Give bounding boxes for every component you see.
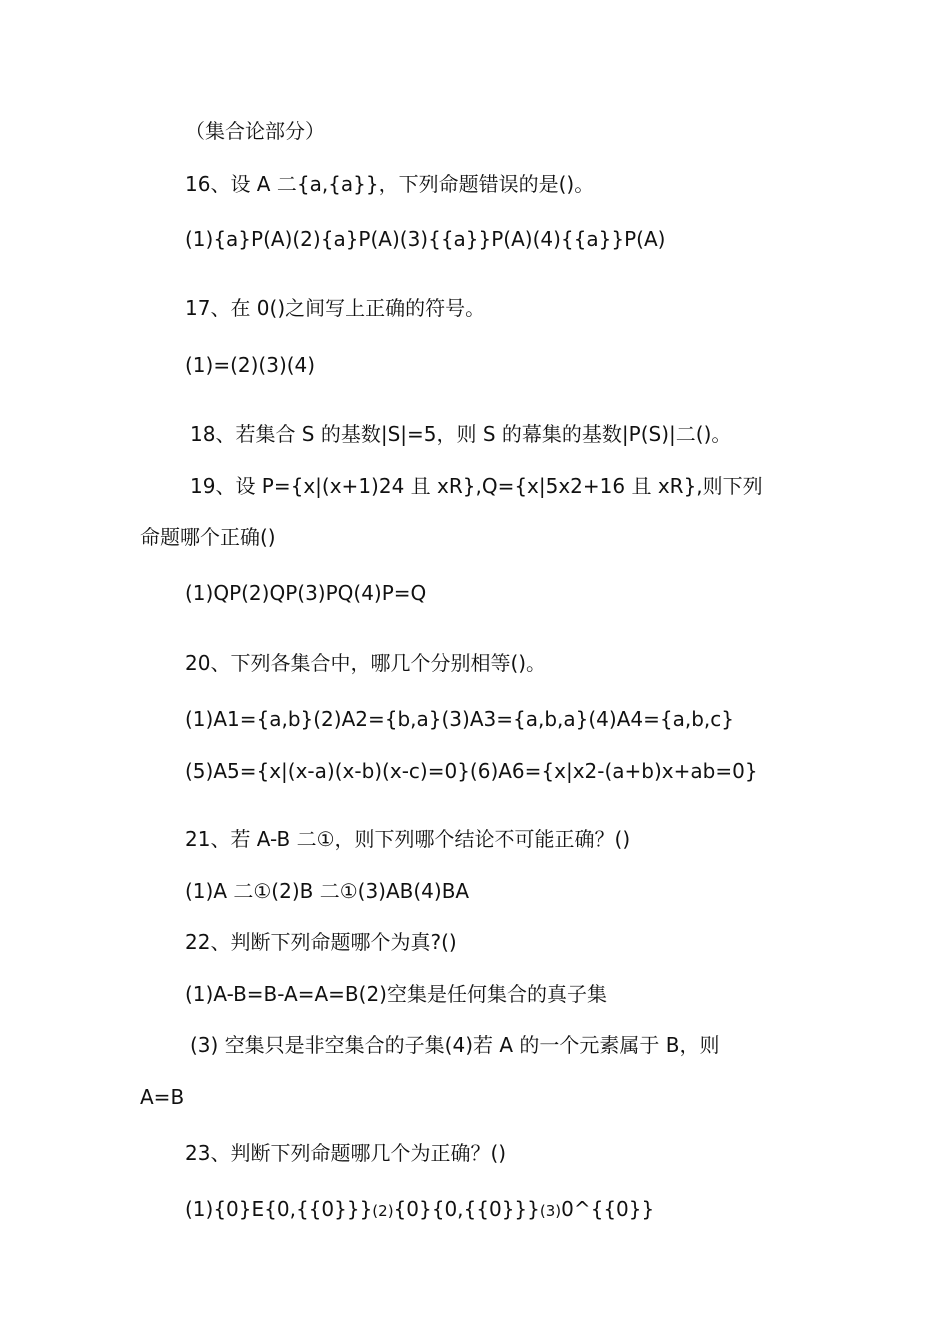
q16-stem: 16、设 A 二{a,{a}}，下列命题错误的是()。 [185, 172, 595, 196]
q23-option-1: (1){0}E{0,{{0}}} [185, 1197, 373, 1221]
q21-stem: 21、若 A-B 二①，则下列哪个结论不可能正确？() [185, 827, 631, 851]
q20-options-line1: (1)A1={a,b}(2)A2={b,a}(3)A3={a,b,a}(4)A4={a,b,c} [185, 707, 734, 731]
q17-stem: 17、在 0()之间写上正确的符号。 [185, 296, 486, 320]
q23-option-3: 0^{{0}} [561, 1197, 655, 1221]
q22-options-line1: (1)A-B=B-A=A=B(2)空集是任何集合的真子集 [185, 982, 607, 1006]
q16-options: (1){a}P(A)(2){a}P(A)(3){{a}}P(A)(4){{a}}P(A) [185, 227, 666, 251]
q21-options: (1)A 二①(2)B 二①(3)AB(4)BA [185, 879, 470, 903]
q22-stem: 22、判断下列命题哪个为真?() [185, 930, 457, 954]
q23-option-2-marker: (2) [372, 1202, 394, 1220]
q20-stem: 20、下列各集合中，哪几个分别相等()。 [185, 651, 547, 675]
q23-option-2: {0}{0,{{0}}} [393, 1197, 540, 1221]
q23-options [185, 1196, 654, 1224]
q19-options: (1)QP(2)QP(3)PQ(4)P=Q [185, 581, 427, 605]
q23-stem: 23、判断下列命题哪几个为正确？() [185, 1141, 507, 1165]
q22-options-line2: (3) 空集只是非空集合的子集(4)若 A 的一个元素属于 B，则 [190, 1033, 720, 1057]
q20-options-line2: (5)A5={x|(x-a)(x-b)(x-c)=0}(6)A6={x|x2-(a+b)x+ab=0} [185, 759, 758, 783]
q17-options: (1)=(2)(3)(4) [185, 353, 316, 377]
q19-stem-line1: 19、设 P={x|(x+1)24 且 xR},Q={x|5x2+16 且 xR},则下列 [190, 474, 763, 498]
q22-options-line3: A=B [140, 1085, 185, 1109]
q19-stem-line2: 命题哪个正确() [140, 525, 276, 549]
q23-option-3-marker: (3) [539, 1202, 562, 1220]
section-heading: （集合论部分） [185, 119, 325, 143]
q18-stem: 18、若集合 S 的基数|S|=5，则 S 的幕集的基数|P(S)|二()。 [190, 422, 732, 446]
